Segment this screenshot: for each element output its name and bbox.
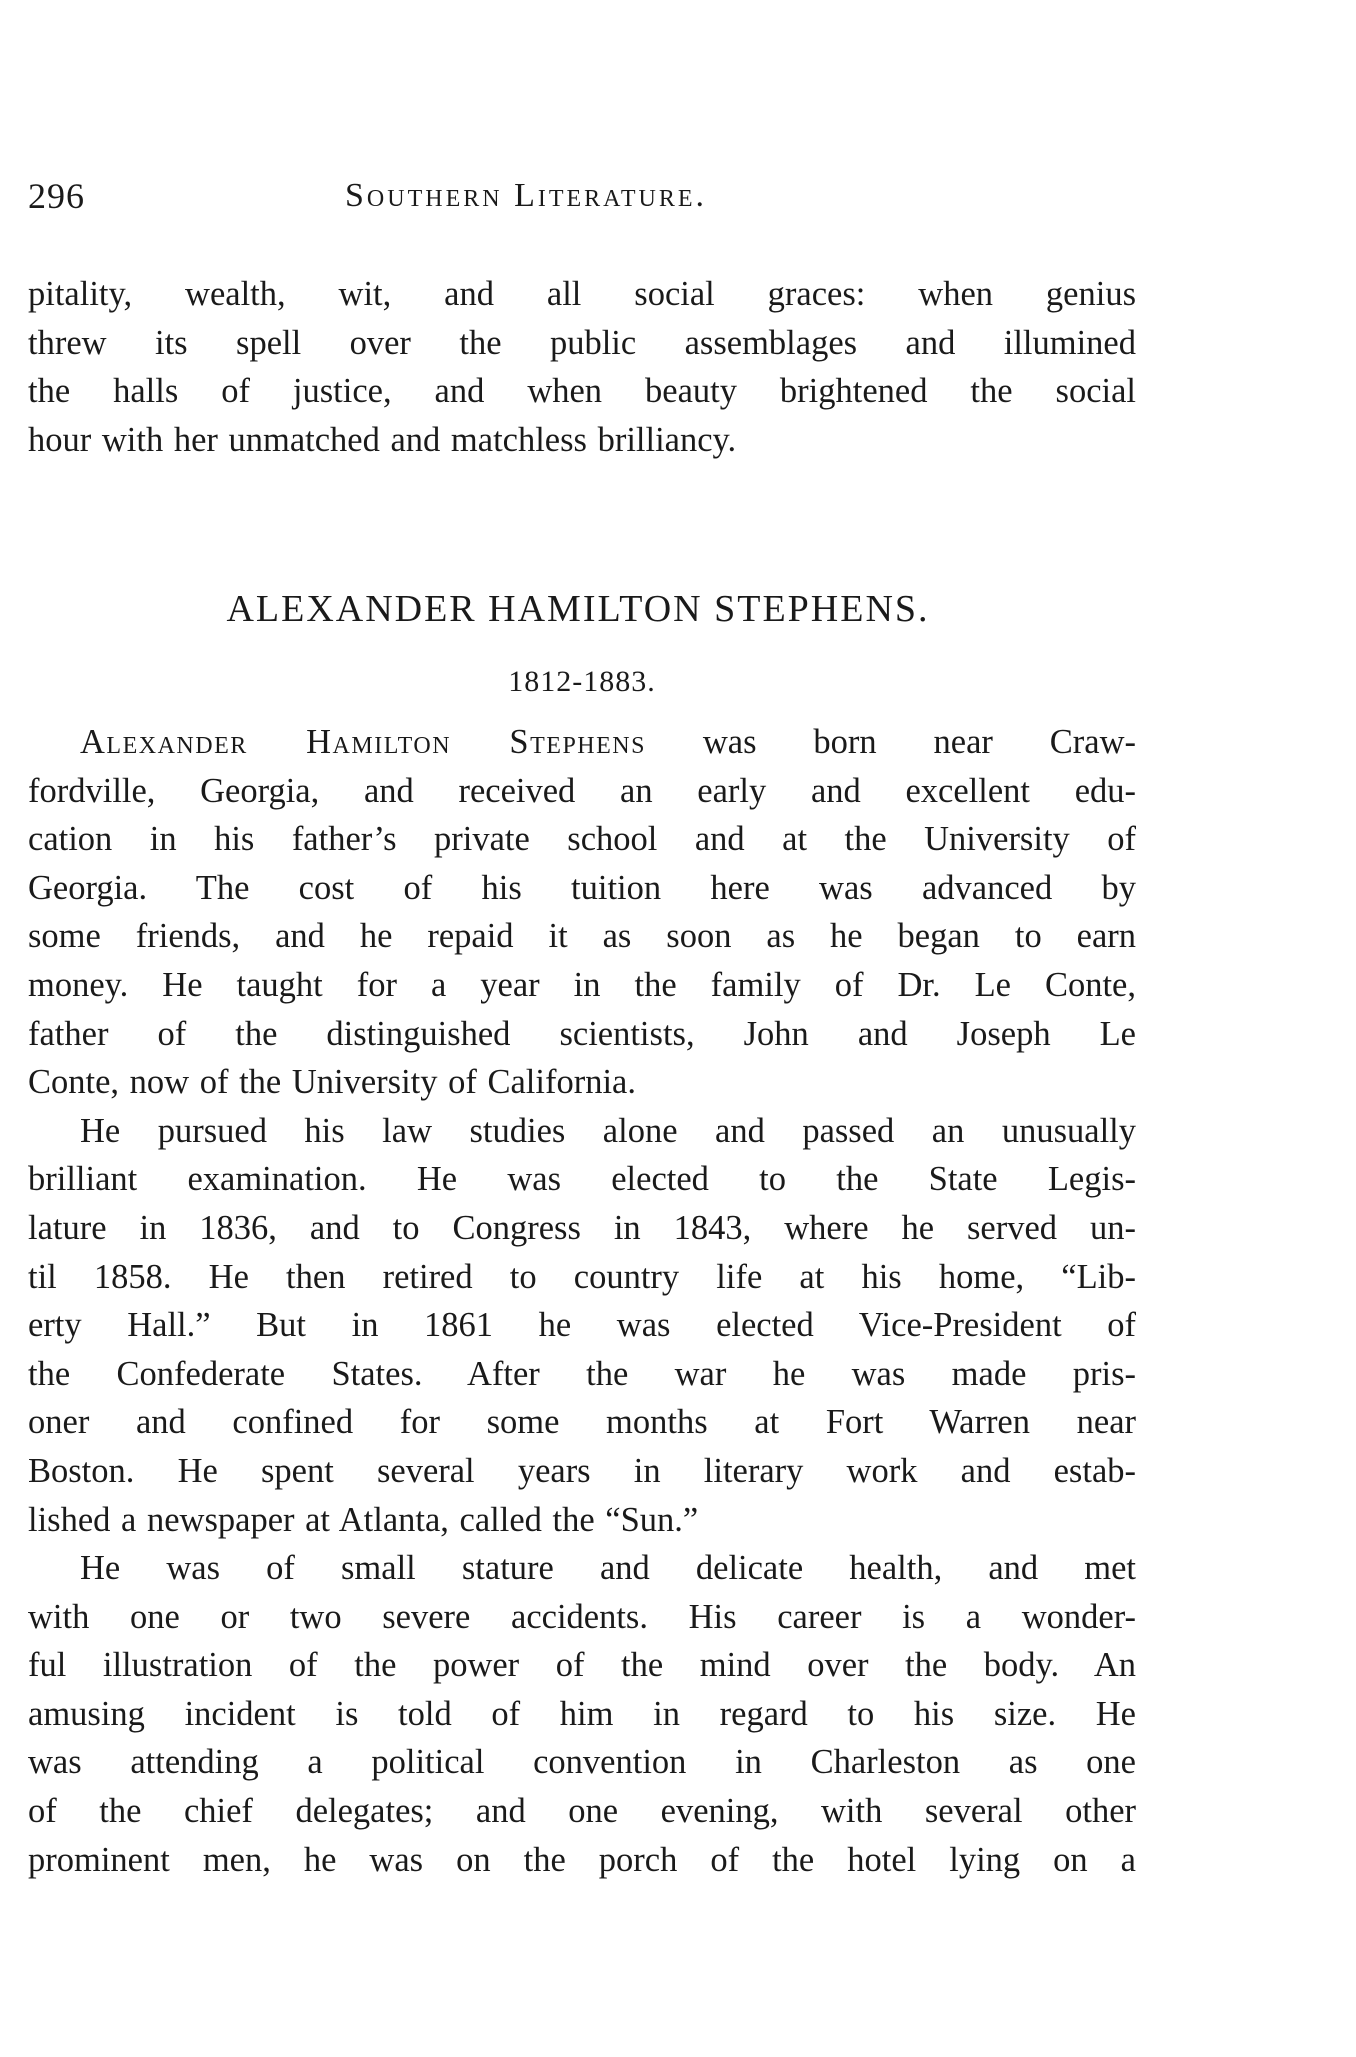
- text-line: amusing incident is told of him in regard to his size. He: [28, 1694, 1136, 1733]
- text-line: Conte, now of the University of California.: [28, 1063, 636, 1102]
- text-line: hour with her unmatched and matchless brilliancy.: [28, 420, 737, 459]
- text-line: money. He taught for a year in the family of Dr. Le Conte,: [28, 965, 1136, 1004]
- text-line: prominent men, he was on the porch of the hotel lying on a: [28, 1840, 1136, 1879]
- text-line: ful illustration of the power of the mind over the body. An: [28, 1646, 1136, 1685]
- text-line: lished a newspaper at Atlanta, called the “Sun.”: [28, 1500, 699, 1539]
- page-number: 296: [28, 176, 85, 216]
- text-line: the Confederate States. After the war he was made pris-: [28, 1354, 1136, 1393]
- biography-text: [28, 718, 1136, 1884]
- text-line: fordville, Georgia, and received an early and excellent edu-: [28, 771, 1136, 810]
- running-title: Southern Literature.: [345, 177, 707, 214]
- text-line: He was of small stature and delicate health, and met: [80, 1549, 1136, 1588]
- text-line: oner and confined for some months at Fort Warren near: [28, 1403, 1136, 1442]
- text-line: brilliant examination. He was elected to the State Legis-: [28, 1160, 1136, 1199]
- first-line-rest: was born near Craw-: [702, 723, 1136, 761]
- text-line: cation in his father’s private school and at the University of: [28, 820, 1136, 859]
- text-line: threw its spell over the public assemblages and illumined: [28, 323, 1136, 362]
- text-line: some friends, and he repaid it as soon as he began to earn: [28, 917, 1136, 956]
- text-line: father of the distinguished scientists, John and Joseph Le: [28, 1014, 1136, 1053]
- text-line: was attending a political convention in Charleston as one: [28, 1743, 1136, 1782]
- section-heading-text: ALEXANDER HAMILTON STEPHENS.: [226, 588, 930, 630]
- subject-name: Alexander Hamilton Stephens: [80, 723, 646, 761]
- text-line: til 1858. He then retired to country life at his home, “Lib-: [28, 1257, 1136, 1296]
- section-dates-text: 1812-1883.: [508, 665, 656, 698]
- text-line: Boston. He spent several years in literary work and estab-: [28, 1451, 1136, 1490]
- text-line: [28, 718, 1136, 767]
- text-line: erty Hall.” But in 1861 he was elected Vice-President of: [28, 1306, 1136, 1345]
- running-head: [28, 172, 1148, 220]
- text-line: with one or two severe accidents. His career is a wonder-: [28, 1597, 1136, 1636]
- text-line: the halls of justice, and when beauty brightened the social: [28, 372, 1136, 411]
- section-dates: [0, 660, 1356, 704]
- text-line: Georgia. The cost of his tuition here was advanced by: [28, 868, 1136, 907]
- text-line: of the chief delegates; and one evening, with several other: [28, 1792, 1136, 1831]
- section-heading: [0, 584, 1356, 634]
- text-line: lature in 1836, and to Congress in 1843, where he served un-: [28, 1208, 1136, 1247]
- text-line: He pursued his law studies alone and passed an unusually: [80, 1111, 1136, 1150]
- carryover-paragraph: [28, 270, 1136, 464]
- text-line: pitality, wealth, wit, and all social graces: when genius: [28, 275, 1136, 313]
